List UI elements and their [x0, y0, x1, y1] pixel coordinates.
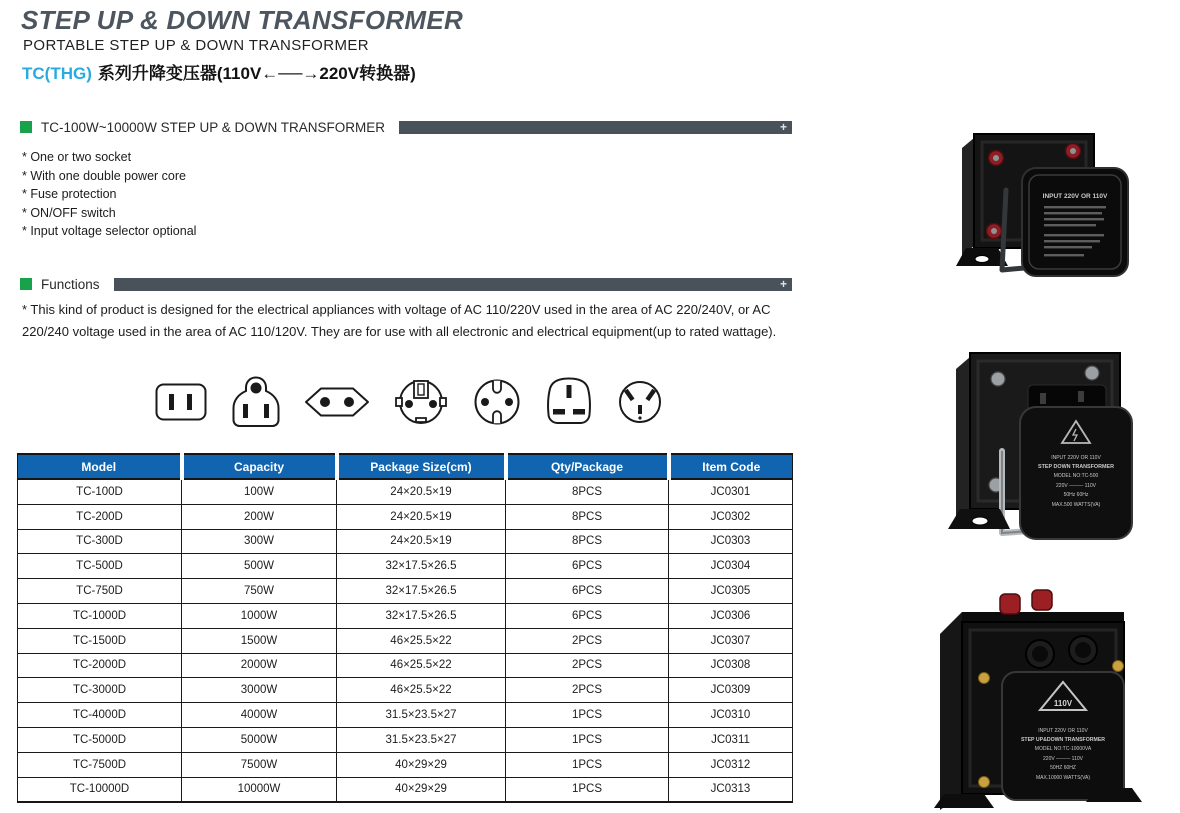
- cell-package-size: 24×20.5×19: [337, 504, 506, 529]
- product-label-text: STEP UP&DOWN TRANSFORMER: [1020, 737, 1106, 743]
- cell-qty: 8PCS: [506, 504, 669, 529]
- cell-capacity: 200W: [182, 504, 337, 529]
- product-label-text: MODEL NO:TC-500: [1053, 473, 1099, 479]
- australian-three-pin-plug-icon: [617, 379, 663, 425]
- plus-icon: +: [779, 119, 787, 134]
- feature-list: [22, 148, 196, 241]
- cell-capacity: 1500W: [182, 628, 337, 653]
- cell-package-size: 31.5×23.5×27: [337, 727, 506, 752]
- table-row: [18, 752, 793, 777]
- cell-package-size: 40×29×29: [337, 752, 506, 777]
- cell-model: TC-500D: [18, 554, 182, 579]
- cell-capacity: 750W: [182, 579, 337, 604]
- cell-capacity: 4000W: [182, 703, 337, 728]
- feature-item: * One or two socket: [22, 150, 132, 164]
- product-label-text: MAX.500 WATTS(VA): [1051, 502, 1101, 508]
- french-two-pin-grounded-plug-icon: [472, 377, 522, 427]
- cell-item-code: JC0308: [669, 653, 793, 678]
- chinese-title-text: 系列升降变压器(110V←──→220V转换器): [97, 64, 416, 83]
- cell-item-code: JC0309: [669, 678, 793, 703]
- cell-capacity: 100W: [182, 479, 337, 504]
- cell-package-size: 32×17.5×26.5: [337, 554, 506, 579]
- product-label-text: 50Hz 60Hz: [1063, 492, 1089, 498]
- cell-model: TC-5000D: [18, 727, 182, 752]
- us-two-pin-plug-icon: [155, 383, 207, 421]
- product-label-text: MODEL NO:TC-10000VA: [1034, 746, 1092, 752]
- product-label-text: 220V ──── 110V: [1056, 483, 1096, 489]
- cell-capacity: 300W: [182, 529, 337, 554]
- product-label-text: MAX.10000 WATTS(VA): [1035, 775, 1091, 781]
- functions-description: * This kind of product is designed for the electrical appliances with voltage of AC 110/220V used in the area of AC 220/240V, or AC 220/240 voltage used in the area of AC 110/120V. They are for use with all electronic and electrical equipment(up to rated wattage).: [22, 302, 777, 339]
- cell-item-code: JC0307: [669, 628, 793, 653]
- cell-item-code: JC0312: [669, 752, 793, 777]
- table-row: [18, 479, 793, 504]
- cell-item-code: JC0304: [669, 554, 793, 579]
- cell-qty: 1PCS: [506, 752, 669, 777]
- product-label-text: 50HZ 60HZ: [1050, 765, 1076, 771]
- table-row: [18, 504, 793, 529]
- product-label-text: INPUT 220V OR 110V: [1038, 728, 1088, 734]
- table-row: [18, 777, 793, 802]
- spec-table-header: [18, 454, 793, 479]
- cell-package-size: 46×25.5×22: [337, 678, 506, 703]
- col-header-model: Model: [18, 454, 182, 479]
- table-row: [18, 678, 793, 703]
- cell-capacity: 500W: [182, 554, 337, 579]
- cell-package-size: 40×29×29: [337, 777, 506, 802]
- feature-item: * Fuse protection: [22, 187, 117, 202]
- cell-model: TC-750D: [18, 579, 182, 604]
- col-header-item-code: Item Code: [669, 454, 793, 479]
- table-row: [18, 727, 793, 752]
- cell-package-size: 31.5×23.5×27: [337, 703, 506, 728]
- section-heading-bar: [114, 278, 792, 291]
- table-row: [18, 579, 793, 604]
- schuko-grounded-plug-icon: [395, 377, 447, 427]
- plug-types-row: [155, 377, 663, 427]
- cell-package-size: 46×25.5×22: [337, 628, 506, 653]
- europlug-two-pin-icon: [304, 386, 370, 418]
- product-label-text: STEP DOWN TRANSFORMER: [1038, 464, 1114, 470]
- product-photo-transformer-1: [952, 118, 1137, 286]
- cell-qty: 8PCS: [506, 529, 669, 554]
- chinese-title: [22, 59, 416, 84]
- section-heading-products: [20, 120, 792, 134]
- cell-package-size: 32×17.5×26.5: [337, 603, 506, 628]
- feature-item: * With one double power core: [22, 168, 186, 183]
- table-row: [18, 554, 793, 579]
- cell-model: TC-300D: [18, 529, 182, 554]
- plus-icon: +: [779, 276, 787, 291]
- cell-capacity: 5000W: [182, 727, 337, 752]
- section-heading-functions: [20, 277, 792, 291]
- us-three-pin-grounded-plug-icon: [232, 376, 280, 428]
- cell-qty: 2PCS: [506, 653, 669, 678]
- page-subtitle: PORTABLE STEP UP & DOWN TRANSFORMER: [23, 37, 370, 54]
- cell-qty: 6PCS: [506, 603, 669, 628]
- section-heading-bar: [399, 121, 792, 134]
- product-label-text: INPUT 220V OR 110V: [1051, 455, 1101, 461]
- cell-qty: 8PCS: [506, 479, 669, 504]
- cell-item-code: JC0302: [669, 504, 793, 529]
- cell-capacity: 7500W: [182, 752, 337, 777]
- uk-three-pin-plug-icon: [546, 377, 592, 427]
- cell-item-code: JC0305: [669, 579, 793, 604]
- product-photo-transformer-2: [940, 333, 1140, 545]
- table-row: [18, 653, 793, 678]
- cell-model: TC-4000D: [18, 703, 182, 728]
- red-terminal-icon: [1000, 590, 1052, 614]
- cell-model: TC-3000D: [18, 678, 182, 703]
- cell-model: TC-1500D: [18, 628, 182, 653]
- cell-qty: 1PCS: [506, 777, 669, 802]
- table-row: [18, 628, 793, 653]
- cell-model: TC-1000D: [18, 603, 182, 628]
- cell-qty: 6PCS: [506, 554, 669, 579]
- cell-item-code: JC0313: [669, 777, 793, 802]
- feature-item: * ON/OFF switch: [22, 205, 116, 220]
- cell-capacity: 10000W: [182, 777, 337, 802]
- col-header-qty-package: Qty/Package: [506, 454, 669, 479]
- spec-table: [17, 453, 793, 803]
- table-row: [18, 603, 793, 628]
- cell-model: TC-100D: [18, 479, 182, 504]
- product-label-text: 220V ──── 110V: [1043, 756, 1083, 762]
- cell-capacity: 2000W: [182, 653, 337, 678]
- cell-item-code: JC0306: [669, 603, 793, 628]
- cell-package-size: 32×17.5×26.5: [337, 579, 506, 604]
- section-heading-products-label: TC-100W~10000W STEP UP & DOWN TRANSFORMER: [41, 119, 385, 135]
- cell-item-code: JC0301: [669, 479, 793, 504]
- green-square-bullet-icon: [20, 278, 32, 290]
- section-heading-functions-label: Functions: [41, 276, 100, 292]
- cell-item-code: JC0311: [669, 727, 793, 752]
- cell-model: TC-10000D: [18, 777, 182, 802]
- cell-item-code: JC0310: [669, 703, 793, 728]
- cell-qty: 6PCS: [506, 579, 669, 604]
- cell-capacity: 1000W: [182, 603, 337, 628]
- cell-model: TC-2000D: [18, 653, 182, 678]
- cell-package-size: 24×20.5×19: [337, 529, 506, 554]
- cell-model: TC-200D: [18, 504, 182, 529]
- cell-qty: 1PCS: [506, 727, 669, 752]
- cell-package-size: 46×25.5×22: [337, 653, 506, 678]
- cell-capacity: 3000W: [182, 678, 337, 703]
- table-row: [18, 703, 793, 728]
- cell-qty: 2PCS: [506, 628, 669, 653]
- cell-qty: 2PCS: [506, 678, 669, 703]
- cell-package-size: 24×20.5×19: [337, 479, 506, 504]
- product-photo-transformer-3: [928, 582, 1146, 812]
- green-square-bullet-icon: [20, 121, 32, 133]
- product-label-text: INPUT 220V OR 110V: [1042, 193, 1108, 200]
- col-header-package-size: Package Size(cm): [337, 454, 506, 479]
- cell-qty: 1PCS: [506, 703, 669, 728]
- cell-item-code: JC0303: [669, 529, 793, 554]
- table-row: [18, 529, 793, 554]
- col-header-capacity: Capacity: [182, 454, 337, 479]
- chinese-title-model-prefix: TC(THG): [22, 64, 92, 83]
- triangle-voltage-label: 110V: [1053, 699, 1073, 708]
- cell-model: TC-7500D: [18, 752, 182, 777]
- feature-item: * Input voltage selector optional: [22, 224, 197, 239]
- page-title: STEP UP & DOWN TRANSFORMER: [21, 5, 464, 35]
